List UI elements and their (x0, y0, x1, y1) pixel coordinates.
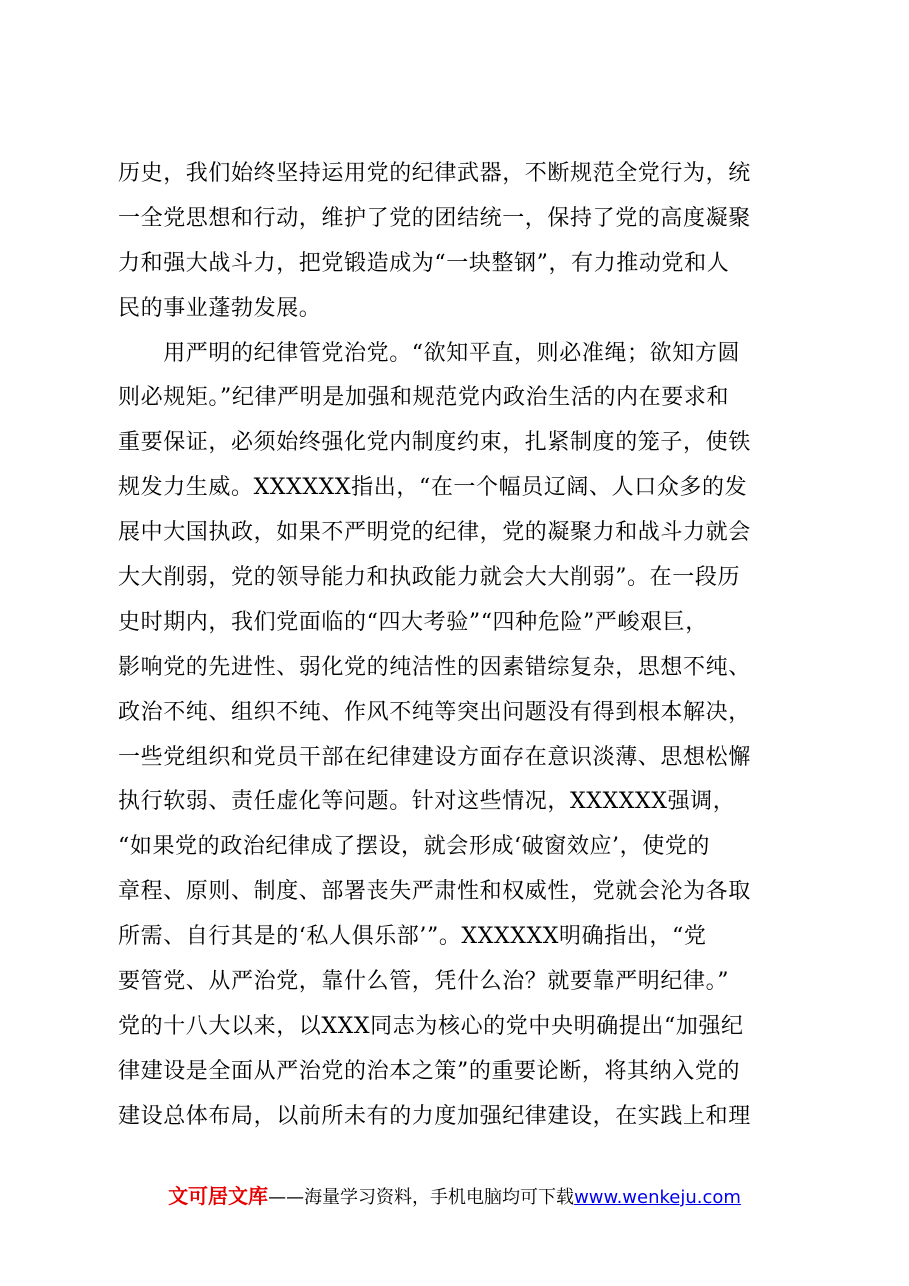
text-line: 用严明的纪律管党治党。“欲知平直，则必准绳；欲知方圆 (118, 340, 741, 366)
text-line: 展中大国执政，如果不严明党的纪律，党的凝聚力和战斗力就会 (118, 520, 751, 546)
text-line: 影响党的先进性、弱化党的纯洁性的因素错综复杂，思想不纯、 (118, 654, 751, 680)
text-line: 则必规矩。”纪律严明是加强和规范党内政治生活的内在要求和 (118, 385, 730, 411)
footer-link[interactable]: www.wenkeju.com (574, 1187, 741, 1208)
text-line: “如果党的政治纪律成了摆设，就会形成‘破窗效应’，使党的 (118, 834, 711, 860)
text-line: 民的事业蓬勃发展。 (118, 295, 322, 321)
text-line: 历史，我们始终坚持运用党的纪律武器，不断规范全党行为，统 (118, 161, 751, 186)
text-line: 要管党、从严治党，靠什么管，凭什么治？就要靠严明纪律。” (118, 969, 730, 995)
text-line: 所需、自行其是的‘私人俱乐部’”。XXXXXX明确指出，“党 (118, 924, 707, 950)
text-line: 史时期内，我们党面临的“四大考验”“四种危险”严峻艰巨， (118, 609, 708, 635)
text-line: 律建设是全面从严治党的治本之策”的重要论断，将其纳入党的 (118, 1058, 741, 1084)
footer-banner (0, 1180, 909, 1209)
text-line: 政治不纯、组织不纯、作风不纯等突出问题没有得到根本解决， (118, 699, 751, 725)
text-line: 执行软弱、责任虚化等问题。针对这些情况，XXXXXX强调， (118, 789, 736, 815)
footer-brand: 文可居文库 (168, 1184, 269, 1208)
text-line: 大大削弱，党的领导能力和执政能力就会大大削弱”。在一段历 (118, 565, 741, 591)
text-line: 重要保证，必须始终强化党内制度约束，扎紧制度的笼子，使铁 (118, 430, 751, 456)
text-line: 章程、原则、制度、部署丧失严肃性和权威性，党就会沦为各取 (118, 879, 751, 905)
text-line: 党的十八大以来，以XXX同志为核心的党中央明确提出“加强纪 (118, 1013, 744, 1039)
text-line: 规发力生威。XXXXXX指出，“在一个幅员辽阔、人口众多的发 (118, 475, 748, 501)
text-line: 一全党思想和行动，维护了党的团结统一，保持了党的高度凝聚 (118, 205, 751, 231)
text-line: 力和强大战斗力，把党锻造成为“一块整钢”，有力推动党和人 (118, 250, 730, 276)
text-line: 建设总体布局，以前所未有的力度加强纪律建设，在实践上和理 (118, 1103, 751, 1129)
footer-tagline: ——海量学习资料，手机电脑均可下载 (268, 1187, 575, 1208)
text-line: 一些党组织和党员干部在纪律建设方面存在意识淡薄、思想松懈 (118, 744, 751, 770)
document-body (118, 152, 808, 1140)
